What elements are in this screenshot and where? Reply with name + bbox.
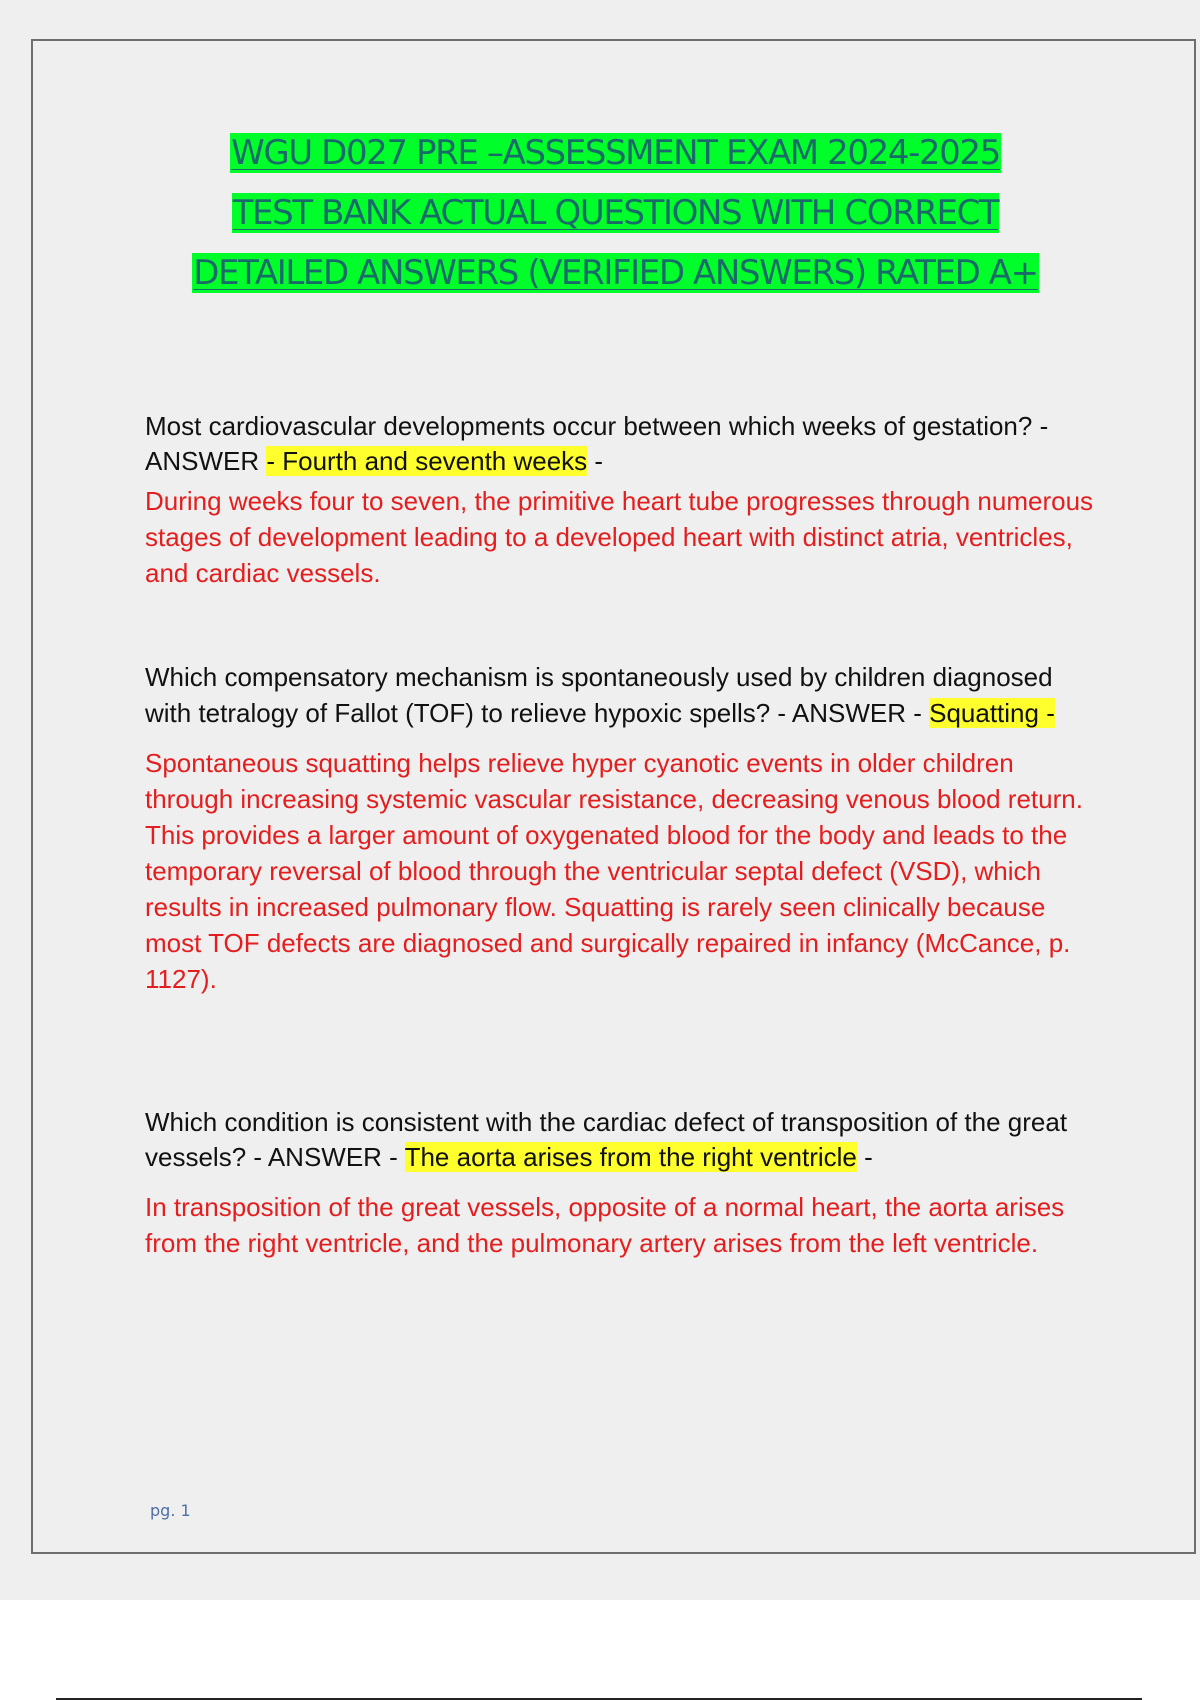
title-line-2: TEST BANK ACTUAL QUESTIONS WITH CORRECT — [232, 193, 999, 233]
answer-highlight: Squatting - — [929, 698, 1055, 728]
title-line-1: WGU D027 PRE –ASSESSMENT EXAM 2024-2025 — [231, 133, 1000, 173]
explanation-text: During weeks four to seven, the primitive heart tube progresses through numerous stages of development leading to a developed heart with distinct atria, ventricles, and cardiac vessels. — [145, 486, 1094, 588]
explanation-text: Spontaneous squatting helps relieve hyper cyanotic events in older children through increasing systemic vascular resistance, decreasing venous blood return. This provides a larger amount of oxygenated blood for the body and leads to the temporary reversal of blood through the ventricular septal defect (VSD), which results in increased pulmonary flow. Squatting is rarely seen clinically because most TOF defects are diagnosed and surgically repaired in infancy (McCance, p. 1127). — [145, 748, 1083, 994]
qa-block-3 — [145, 1105, 1105, 1261]
qa-block-1 — [145, 409, 1105, 591]
answer-highlight: - Fourth and seventh weeks — [266, 446, 588, 476]
answer-highlight: The aorta arises from the right ventricle — [404, 1142, 857, 1172]
qa-block-2 — [145, 659, 1105, 997]
document-title — [73, 123, 1158, 303]
question-text: Which compensatory mechanism is spontaneously used by children diagnosed with tetralogy of Fallot (TOF) to relieve hypoxic spells? - ANSWER - Squatting - — [145, 662, 1055, 728]
document-page — [31, 39, 1196, 1554]
question-text: Which condition is consistent with the cardiac defect of transposition of the great vessels? - ANSWER - The aorta arises from the right ventricle - — [145, 1107, 1068, 1172]
page-number: pg. 1 — [150, 1501, 191, 1520]
explanation-text: In transposition of the great vessels, opposite of a normal heart, the aorta arises from the right ventricle, and the pulmonary artery arises from the left ventricle. — [145, 1192, 1065, 1258]
question-text: Most cardiovascular developments occur between which weeks of gestation? - ANSWER - Fourth and seventh weeks - — [145, 411, 1049, 476]
title-line-3: DETAILED ANSWERS (VERIFIED ANSWERS) RATED A+ — [193, 253, 1038, 293]
